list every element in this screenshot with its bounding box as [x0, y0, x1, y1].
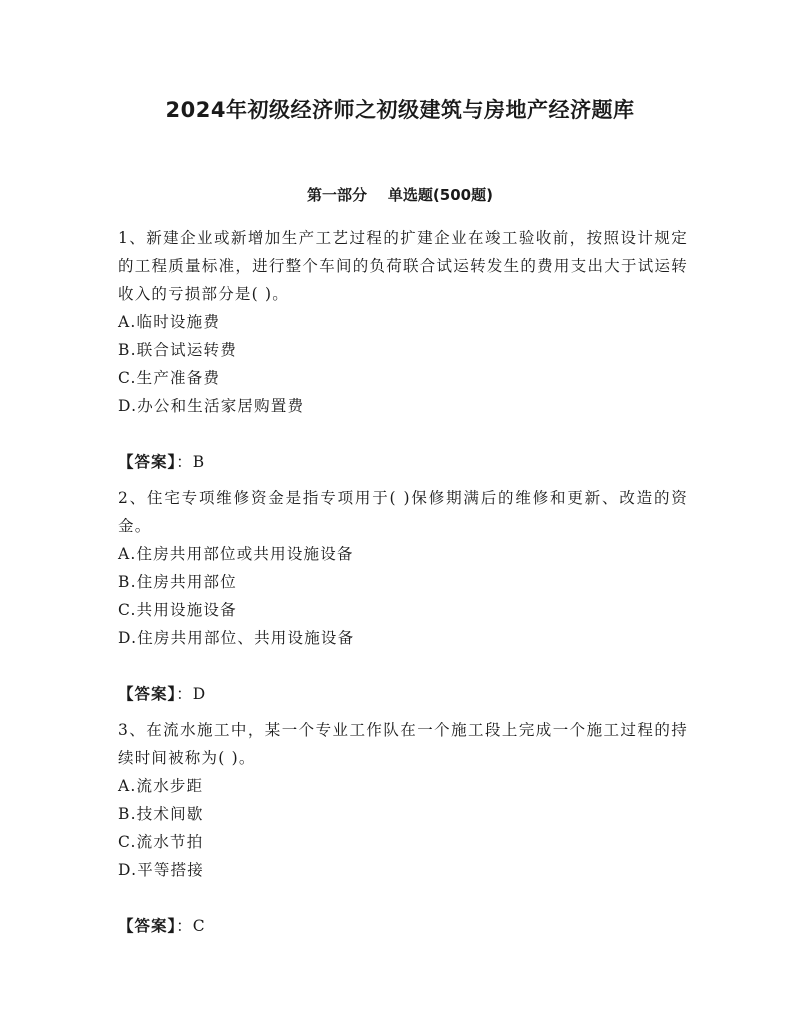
answer-label: 【答案】 — [118, 685, 177, 703]
answer-line — [118, 680, 688, 708]
answer-line — [118, 912, 688, 940]
option-b: B.技术间歇 — [118, 805, 204, 823]
question-block — [118, 716, 688, 940]
question-stem: 1、新建企业或新增加生产工艺过程的扩建企业在竣工验收前，按照设计规定的工程质量标准，进行整个车间的负荷联合试运转发生的费用支出大于试运转收入的亏损部分是( )。 — [118, 229, 688, 303]
option-a: A.流水步距 — [118, 777, 204, 795]
question-stem: 3、在流水施工中，某一个专业工作队在一个施工段上完成一个施工过程的持续时间被称为( )。 — [118, 721, 688, 767]
question-stem: 2、住宅专项维修资金是指专项用于( )保修期满后的维修和更新、改造的资金。 — [118, 489, 688, 535]
answer-line — [118, 448, 688, 476]
option-a: A.临时设施费 — [118, 313, 221, 331]
option-c: C.生产准备费 — [118, 369, 221, 387]
option-d: D.住房共用部位、共用设施设备 — [118, 629, 355, 647]
option-b: B.住房共用部位 — [118, 573, 237, 591]
question-block — [118, 224, 688, 476]
answer-value: ：D — [176, 685, 207, 703]
answer-value: ：B — [176, 453, 206, 471]
option-d: D.平等搭接 — [118, 861, 205, 879]
option-b: B.联合试运转费 — [118, 341, 237, 359]
answer-value: ：C — [176, 917, 206, 935]
option-a: A.住房共用部位或共用设施设备 — [118, 545, 354, 563]
option-c: C.共用设施设备 — [118, 601, 237, 619]
option-c: C.流水节拍 — [118, 833, 204, 851]
answer-label: 【答案】 — [118, 453, 177, 471]
question-block — [118, 484, 688, 708]
question-list — [118, 224, 688, 948]
section-title: 第一部分 单选题(500题) — [307, 186, 493, 204]
document-title: 2024年初级经济师之初级建筑与房地产经济题库 — [165, 98, 635, 122]
option-d: D.办公和生活家居购置费 — [118, 397, 305, 415]
answer-label: 【答案】 — [118, 917, 177, 935]
